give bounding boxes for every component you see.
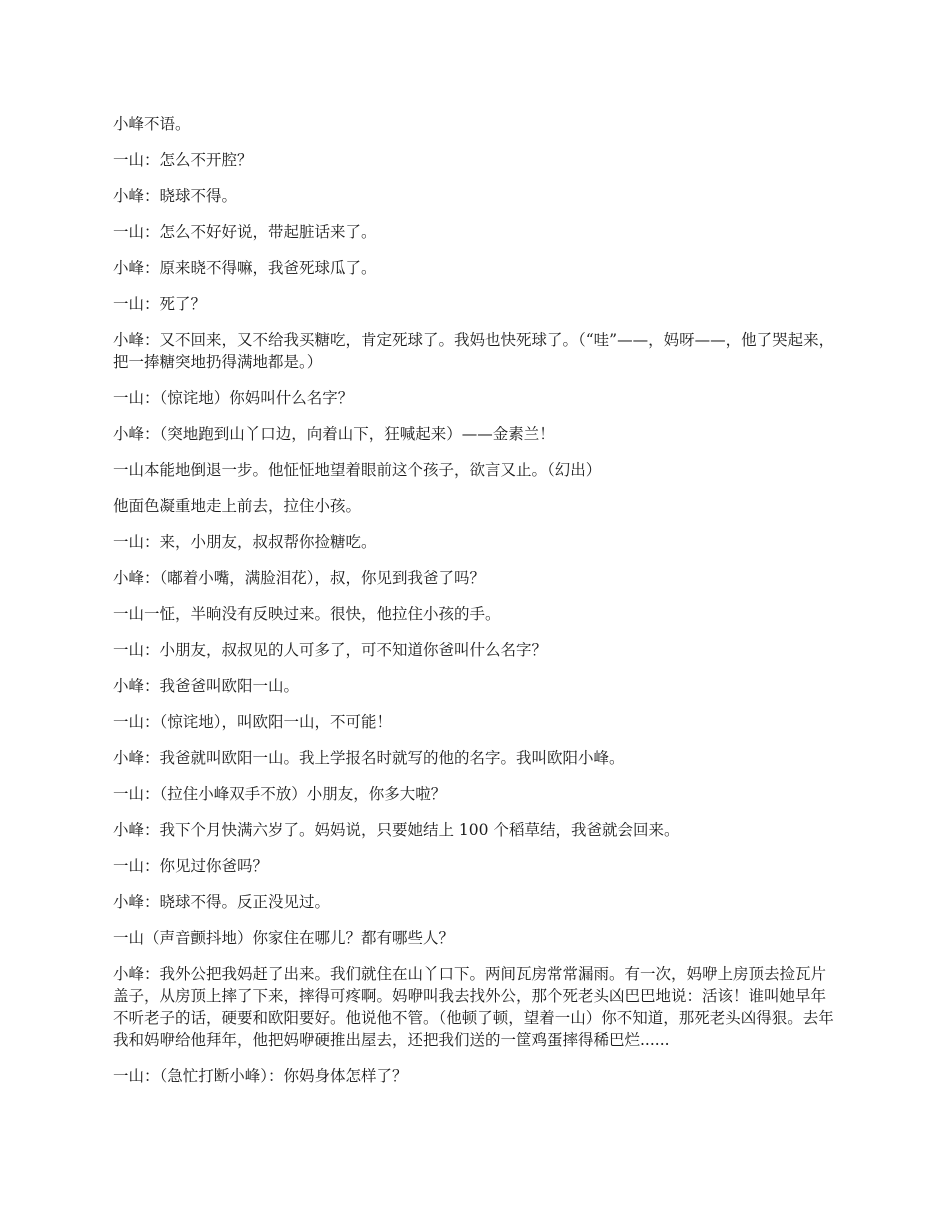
paragraph-25: 一山：（急忙打断小峰）：你妈身体怎样了？ [113, 1067, 408, 1085]
paragraph-10: 一山本能地倒退一步。他怔怔地望着眼前这个孩子，欲言又止。（幻出） [113, 461, 602, 479]
paragraph-11: 他面色凝重地走上前去，拉住小孩。 [113, 497, 362, 515]
paragraph-5: 小峰：原来晓不得嘛，我爸死球瓜了。 [113, 259, 377, 277]
paragraph-6: 一山：死了？ [113, 295, 207, 313]
paragraph-24: 小峰：我外公把我妈赶了出来。我们就住在山丫口下。两间瓦房常常漏雨。有一次，妈咿上房顶去捡瓦片盖子，从房顶上摔了下来，摔得可疼啊。妈咿叫我去找外公，那个死老头凶巴巴地说：活该！谁叫她早年不听老子的话，硬要和欧阳要好。他说他不管。（他顿了顿，望着一山）你不知道，那死老头凶得狠。去年我和妈咿给他拜年，他把妈咿硬推出屋去，还把我们送的一筐鸡蛋摔得稀巴烂...... [113, 965, 834, 1049]
paragraph-17: 一山：（惊诧地），叫欧阳一山，不可能！ [113, 713, 393, 731]
paragraph-3: 小峰：晓球不得。 [113, 187, 238, 205]
paragraph-1: 小峰不语。 [113, 115, 191, 133]
paragraph-9: 小峰：（突地跑到山丫口边，向着山下，狂喊起来）——金素兰！ [113, 425, 555, 443]
paragraph-4: 一山：怎么不好好说，带起脏话来了。 [113, 223, 377, 241]
paragraph-14: 一山一怔，半晌没有反映过来。很快，他拉住小孩的手。 [113, 605, 501, 623]
paragraph-12: 一山：来，小朋友，叔叔帮你捡糖吃。 [113, 533, 377, 551]
paragraph-22: 小峰：晓球不得。反正没见过。 [113, 893, 331, 911]
paragraph-19: 一山：（拉住小峰双手不放）小朋友，你多大啦？ [113, 785, 447, 803]
paragraph-18: 小峰：我爸就叫欧阳一山。我上学报名时就写的他的名字。我叫欧阳小峰。 [113, 749, 625, 767]
paragraph-15: 一山：小朋友，叔叔见的人可多了，可不知道你爸叫什么名字？ [113, 641, 548, 659]
paragraph-13: 小峰：（嘟着小嘴，满脸泪花），叔，你见到我爸了吗？ [113, 569, 486, 587]
paragraph-8: 一山：（惊诧地）你妈叫什么名字？ [113, 389, 354, 407]
paragraph-2: 一山：怎么不开腔？ [113, 151, 253, 169]
paragraph-7: 小峰：又不回来，又不给我买糖吃，肯定死球了。我妈也快死球了。（“哇”——，妈呀——，他了哭起来，把一捧糖突地扔得满地都是。） [113, 331, 835, 371]
paragraph-16: 小峰：我爸爸叫欧阳一山。 [113, 677, 300, 695]
paragraph-23: 一山（声音颤抖地）你家住在哪儿？都有哪些人？ [113, 929, 455, 947]
paragraph-21: 一山：你见过你爸吗？ [113, 857, 269, 875]
paragraph-20: 小峰：我下个月快满六岁了。妈妈说，只要她结上 100 个稻草结，我爸就会回来。 [113, 821, 680, 839]
